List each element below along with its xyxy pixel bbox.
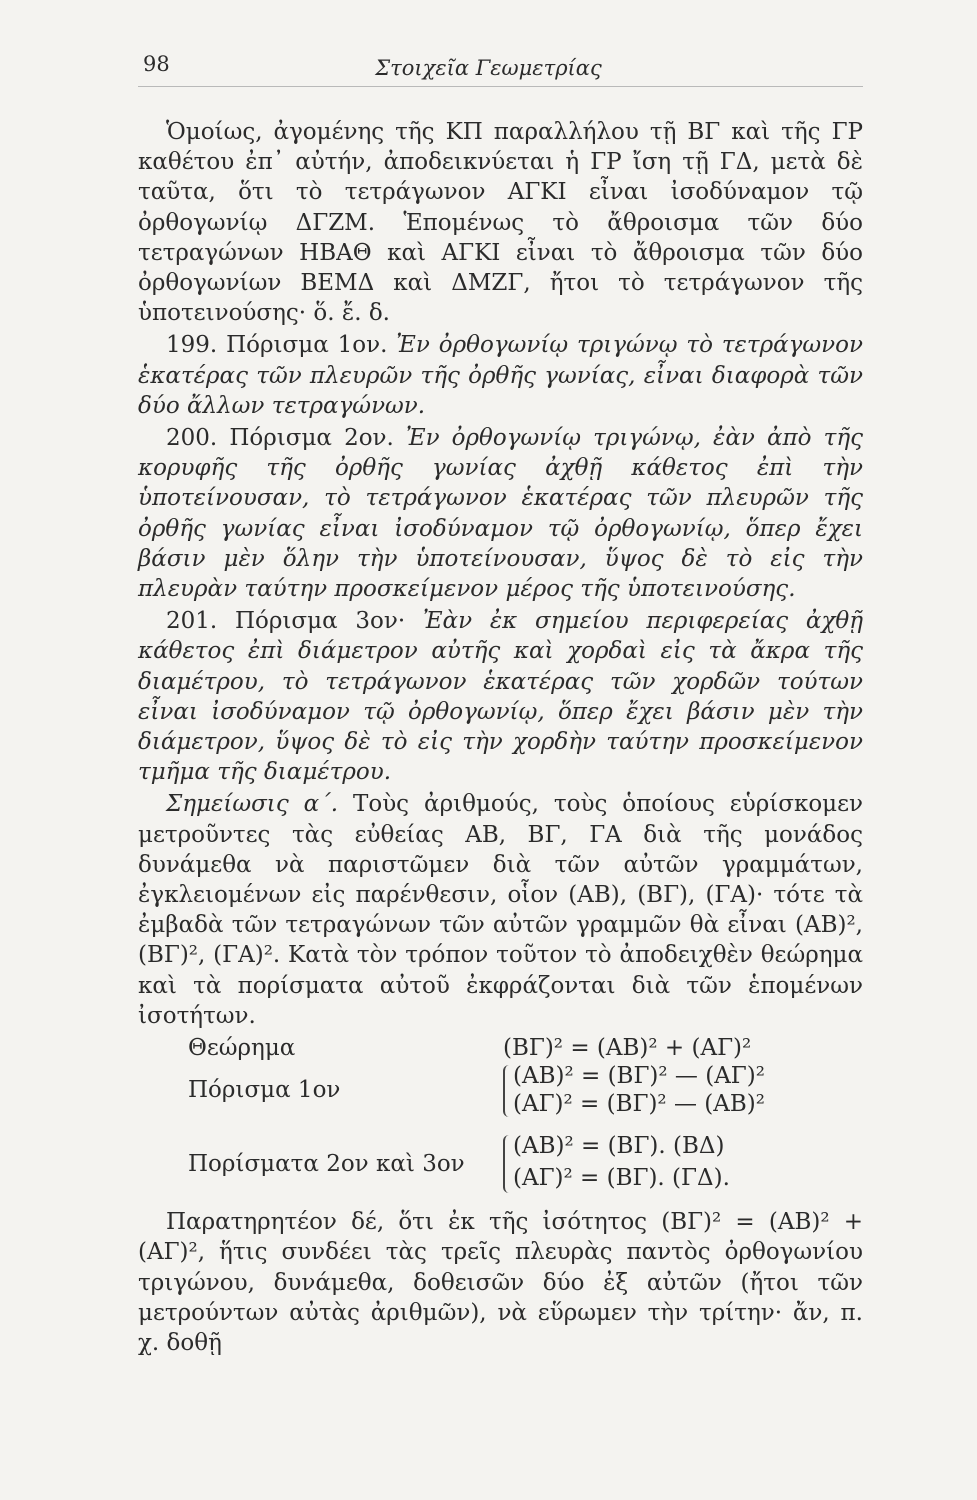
corollary-200-text: Ἐν ὀρθογωνίῳ τριγώνῳ, ἐὰν ἀπὸ τῆς κορυφῆς τῆς ὀρθῆς γωνίας ἀχθῇ κάθετος ἐπὶ τὴν ὑποτείνουσαν, τὸ τετράγωνον ἑκατέρας τῶν πλευρῶν τῆς ὀρθῆς γωνίας εἶναι ἰσοδύναμον τῷ ὀρθογωνίῳ, ὅπερ ἔχει βάσιν μὲν ὅλην τὴν ὑποτείνουσαν, ὕψος δὲ τὸ εἰς τὴν πλευρὰν ταύτην προσκείμενον μέρος τῆς ὑποτεινούσης. — [138, 425, 864, 603]
corollary-1-equation-2: (ΑΓ)² = (ΒΓ)² — (ΑΒ)² — [513, 1091, 765, 1118]
corollary-201 — [138, 606, 863, 787]
brace-corollary-1 — [503, 1065, 509, 1117]
page-number: 98 — [143, 52, 170, 76]
header-rule — [138, 86, 863, 87]
page-header — [0, 52, 977, 88]
theorem-equation: (ΒΓ)² = (ΑΒ)² + (ΑΓ)² — [503, 1035, 752, 1062]
note-alpha — [138, 789, 863, 1031]
corollary-199-text: Ἐν ὀρθογωνίῳ τριγώνῳ τὸ τετράγωνον ἑκατέρας τῶν πλευρῶν τῆς ὀρθῆς γωνίας, εἶναι διαφορὰ τῶν δύο ἄλλων τετραγώνων. — [138, 332, 863, 419]
brace-corollaries-2-3 — [503, 1135, 509, 1193]
note-alpha-text: Τοὺς ἀριθμούς, τοὺς ὁποίους εὑρίσκομεν μετροῦντες τὰς εὐθείας ΑΒ, ΒΓ, ΓΑ διὰ τῆς μονάδος δυνάμεθα νὰ παριστῶμεν διὰ τῶν αὐτῶν γραμμάτων, ἐγκλειομένων εἰς παρένθεσιν, οἷον (ΑΒ), (ΒΓ), (ΓΑ)· τότε τὰ ἐμβαδὰ τῶν τετραγώνων τῶν αὐτῶν γραμμῶν θὰ εἶναι (ΑΒ)², (ΒΓ)², (ΓΑ)². Κατὰ τὸν τρόπον τοῦτον τὸ ἀποδειχθὲν θεώρημα καὶ τὰ πορίσματα αὐτοῦ ἐκφράζονται διὰ τῶν ἑπομένων ἰσοτήτων. — [138, 791, 864, 1029]
corollary-199-label: 199. Πόρισμα 1ον. — [166, 332, 388, 359]
paragraph-proof: Ὁμοίως, ἀγομένης τῆς ΚΠ παραλλήλου τῇ ΒΓ καὶ τῆς ΓΡ καθέτου ἐπ᾽ αὐτήν, ἀποδεικνύεται ἡ ΓΡ ἴση τῇ ΓΔ, μετὰ δὲ ταῦτα, ὅτι τὸ τετράγωνον ΑΓΚΙ εἶναι ἰσοδύναμον τῷ ὀρθογωνίῳ ΔΓΖΜ. Ἑπομένως τὸ ἄθροισμα τῶν δύο τετραγώνων ΗΒΑΘ καὶ ΑΓΚΙ εἶναι τὸ ἄθροισμα τῶν δύο ὀρθογωνίων ΒΕΜΔ καὶ ΔΜΖΓ, ἤτοι τὸ τετράγωνον τῆς ὑποτεινούσης· ὅ. ἔ. δ. — [138, 119, 863, 327]
theorem-label: Θεώρημα — [188, 1035, 296, 1062]
corollaries-2-3-label: Πορίσματα 2ον καὶ 3ον — [188, 1151, 465, 1178]
paragraph-observation: Παρατηρητέον δέ, ὅτι ἐκ τῆς ἰσότητος (ΒΓ)² = (ΑΒ)² + (ΑΓ)², ἥτις συνδέει τὰς τρεῖς πλευρὰς παντὸς ὀρθογωνίου τριγώνου, δυνάμεθα, δοθεισῶν δύο ἐξ αὐτῶν (ἤτοι τῶν μετρούντων αὐτὰς ἀριθμῶν), νὰ εὕρωμεν τὴν τρίτην· ἄν, π. χ. δοθῇ — [138, 1209, 863, 1356]
page-body — [138, 117, 863, 1360]
note-alpha-label: Σημείωσις α΄. — [166, 791, 339, 818]
equations-block — [138, 1035, 863, 1207]
corollaries-2-3-equation-2: (ΑΓ)² = (ΒΓ). (ΓΔ). — [513, 1165, 730, 1192]
corollary-1-equation-1: (ΑΒ)² = (ΒΓ)² — (ΑΓ)² — [513, 1063, 765, 1090]
corollary-201-label: 201. Πόρισμα 3ον· — [166, 608, 406, 635]
corollary-199 — [138, 330, 863, 421]
corollary-1-label: Πόρισμα 1ον — [188, 1077, 341, 1104]
running-title: Στοιχεῖα Γεωμετρίας — [375, 56, 602, 80]
corollaries-2-3-equation-1: (ΑΒ)² = (ΒΓ). (ΒΔ) — [513, 1133, 725, 1160]
corollary-201-text: Ἐὰν ἐκ σημείου περιφερείας ἀχθῇ κάθετος ἐπὶ διάμετρον αὐτῆς καὶ χορδαὶ εἰς τὰ ἄκρα τῆς διαμέτρου, τὸ τετράγωνον ἑκατέρας τῶν χορδῶν τούτων εἶναι ἰσοδύναμον τῷ ὀρθογωνίῳ, ὅπερ ἔχει βάσιν μὲν τὴν διάμετρον, ὕψος δὲ τὸ εἰς τὴν χορδὴν ταύτην προσκείμενον τμῆμα τῆς διαμέτρου. — [138, 608, 864, 786]
corollary-200-label: 200. Πόρισμα 2ον. — [166, 425, 394, 452]
corollary-200 — [138, 423, 863, 604]
